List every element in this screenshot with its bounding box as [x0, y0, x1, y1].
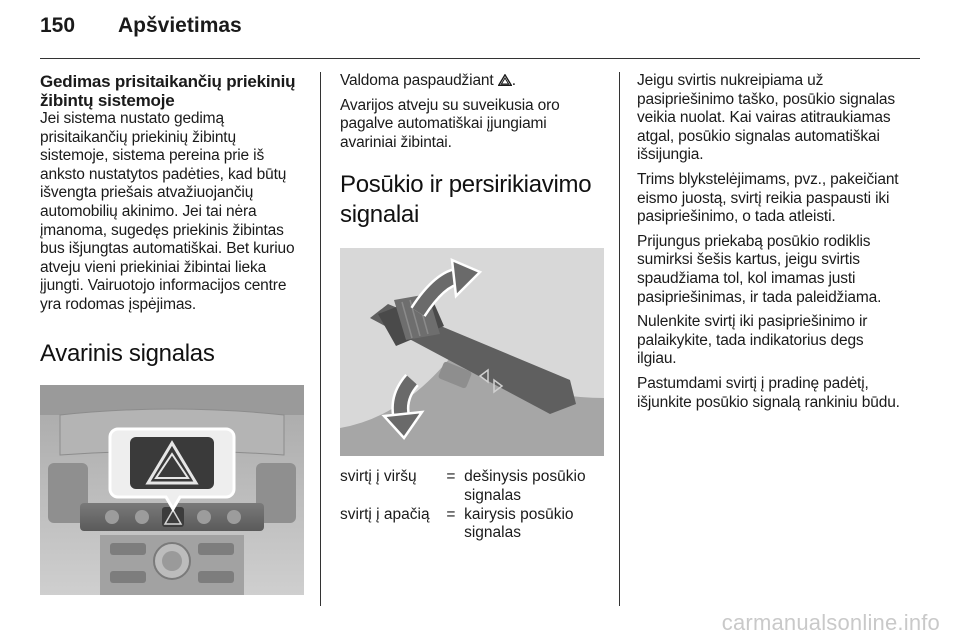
- definition-row: [340, 468, 602, 505]
- press-instruction-text: Valdoma paspaudžiant: [340, 72, 494, 89]
- paragraph-headlight-fault: Jei sistema nustato gedimą prisitaikančių priekinių žibintų sistemoje, sistema pereina prie iš anksto nustatytos padėties, kad būtų išvengta priešais atvažiuojančių automobilių akinimo. Jei tai nėra įmanoma, sugedęs priekinis žibintas bus išjungtas automatiškai. Bet kuriuo atveju vieni priekiniai žibintai lieka įjungti. Vairuotojo informacijos centre yra rodomas įspėjimas.: [40, 110, 295, 313]
- page-header-title: Apšvietimas: [118, 14, 242, 37]
- lever-illustration: [340, 248, 604, 456]
- paragraph: Pastumdami svirtį į pradinę padėtį, išjunkite posūkio signalą rankiniu būdu.: [637, 374, 900, 411]
- column-divider-left: [320, 72, 321, 606]
- press-instruction-period: .: [511, 72, 516, 89]
- column-divider-right: [619, 72, 620, 606]
- header-rule: [40, 58, 920, 59]
- definition-description: dešinysis posūkio signalas: [464, 468, 586, 504]
- section-heading-hazard: Avarinis signalas: [40, 339, 215, 367]
- paragraph: Prijungus priekabą posūkio rodiklis sumirksi šešis kartus, jeigu svirtis spaudžiama tol, kol imamas justi pasipriešinimas, ir tada paleidžiama.: [637, 232, 882, 306]
- definition-description: kairysis posūkio signalas: [464, 505, 574, 542]
- dashboard-illustration: [40, 385, 304, 595]
- section-heading-turn-signals: Posūkio ir persirikiavimo signalai: [340, 171, 592, 229]
- definition-term: svirtį į apačią: [340, 505, 430, 523]
- paragraph-airbag-hazard: Avarijos atveju su suveikusia oro pagalve automatiškai įjungiami avariniai žibintai.: [340, 96, 560, 151]
- turn-signal-lever-figure: [340, 248, 604, 456]
- watermark: carmanualsonline.info: [721, 610, 940, 635]
- definition-list: [340, 468, 602, 542]
- section-heading-headlight-fault: Gedimas prisitaikančių priekinių žibintų sistemoje: [40, 72, 296, 110]
- definition-row: [340, 506, 602, 543]
- paragraph: Trims blykstelėjimams, pvz., pakeičiant eismo juostą, svirtį reikia paspausti iki pasipriešinimo, o tada atleisti.: [637, 170, 899, 226]
- paragraph-hazard-press: [340, 72, 602, 91]
- hazard-triangle-icon: [498, 74, 512, 86]
- column-right: [637, 72, 905, 418]
- hazard-switch-figure: [40, 385, 304, 595]
- definition-term: svirtį į viršų: [340, 468, 417, 486]
- page-number: 150: [40, 14, 76, 37]
- definition-equals: =: [446, 505, 456, 523]
- column-middle: [340, 72, 602, 543]
- definition-equals: =: [446, 468, 456, 486]
- paragraph: Nulenkite svirtį iki pasipriešinimo ir palaikykite, tada indikatorius degs ilgiau.: [637, 313, 868, 368]
- column-left: [40, 72, 304, 595]
- paragraph: Jeigu svirtis nukreipiama už pasipriešinimo taško, posūkio signalas veikia nuolat. Kai vairas atitraukiamas atgal, posūkio signalas automatiškai išsijungia.: [637, 72, 895, 164]
